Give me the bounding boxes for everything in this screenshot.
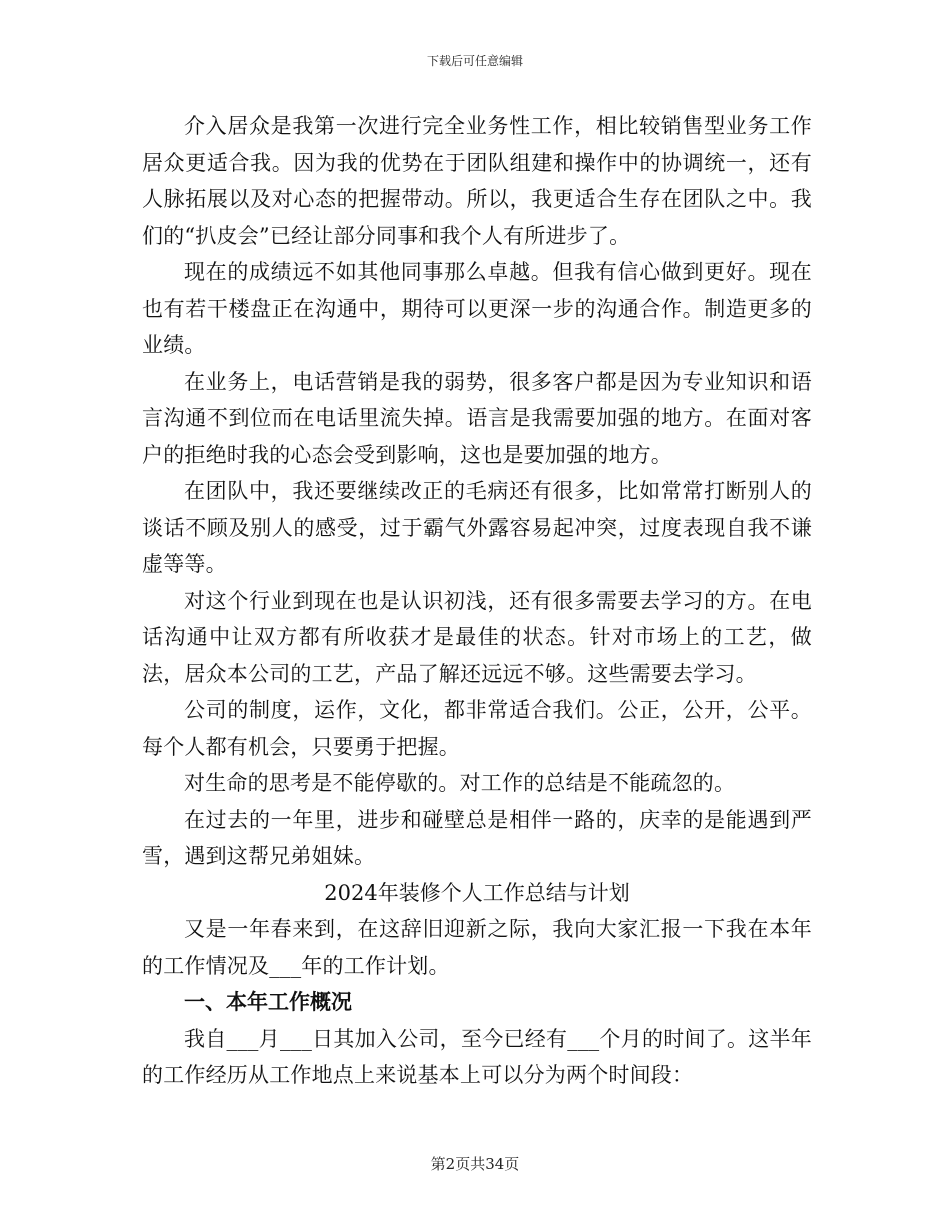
heading-1: 一、本年工作概况 (184, 989, 352, 1014)
intro-paragraph: 又是一年春来到，在这辞旧迎新之际，我向大家汇报一下我在本年的工作情况及___年的工作计划。 (142, 917, 812, 978)
section-title: 2024年装修个人工作总结与计划 (324, 880, 630, 905)
page-header: 下载后可任意编辑 (426, 54, 523, 68)
paragraph-8: 在过去的一年里，进步和碰壁总是相伴一路的，庆幸的是能遇到严雪，遇到这帮兄弟姐妹。 (142, 807, 812, 868)
paragraph-final: 我自___月___日其加入公司，至今已经有___个月的时间了。这半年的工作经历从工作地点上来说基本上可以分为两个时间段： (142, 1026, 812, 1087)
paragraph-3: 在业务上，电话营销是我的弱势，很多客户都是因为专业知识和语言沟通不到位而在电话里流失掉。语言是我需要加强的地方。在面对客户的拒绝时我的心态会受到影响，这也是要加强的地方。 (142, 369, 812, 467)
paragraph-1: 介入居众是我第一次进行完全业务性工作，相比较销售型业务工作居众更适合我。因为我的优势在于团队组建和操作中的协调统一，还有人脉拓展以及对心态的把握带动。所以，我更适合生存在团队之中。我们的“扒皮会”已经让部分同事和我个人有所进步了。 (142, 114, 812, 248)
paragraph-2: 现在的成绩远不如其他同事那么卓越。但我有信心做到更好。现在也有若干楼盘正在沟通中，期待可以更深一步的沟通合作。制造更多的业绩。 (142, 260, 812, 357)
page-footer: 第2页共34页 (430, 1155, 520, 1173)
paragraph-6: 公司的制度，运作，文化，都非常适合我们。公正，公开，公平。每个人都有机会，只要勇于把握。 (142, 698, 812, 759)
document-body (142, 108, 812, 1094)
paragraph-4: 在团队中，我还要继续改正的毛病还有很多，比如常常打断别人的谈话不顾及别人的感受，过于霸气外露容易起冲突，过度表现自我不谦虚等等。 (142, 479, 812, 576)
paragraph-7: 对生命的思考是不能停歇的。对工作的总结是不能疏忽的。 (184, 771, 736, 795)
paragraph-5: 对这个行业到现在也是认识初浅，还有很多需要去学习的方。在电话沟通中让双方都有所收获才是最佳的状态。针对市场上的工艺，做法，居众本公司的工艺，产品了解还远远不够。这些需要去学习。 (142, 588, 812, 686)
